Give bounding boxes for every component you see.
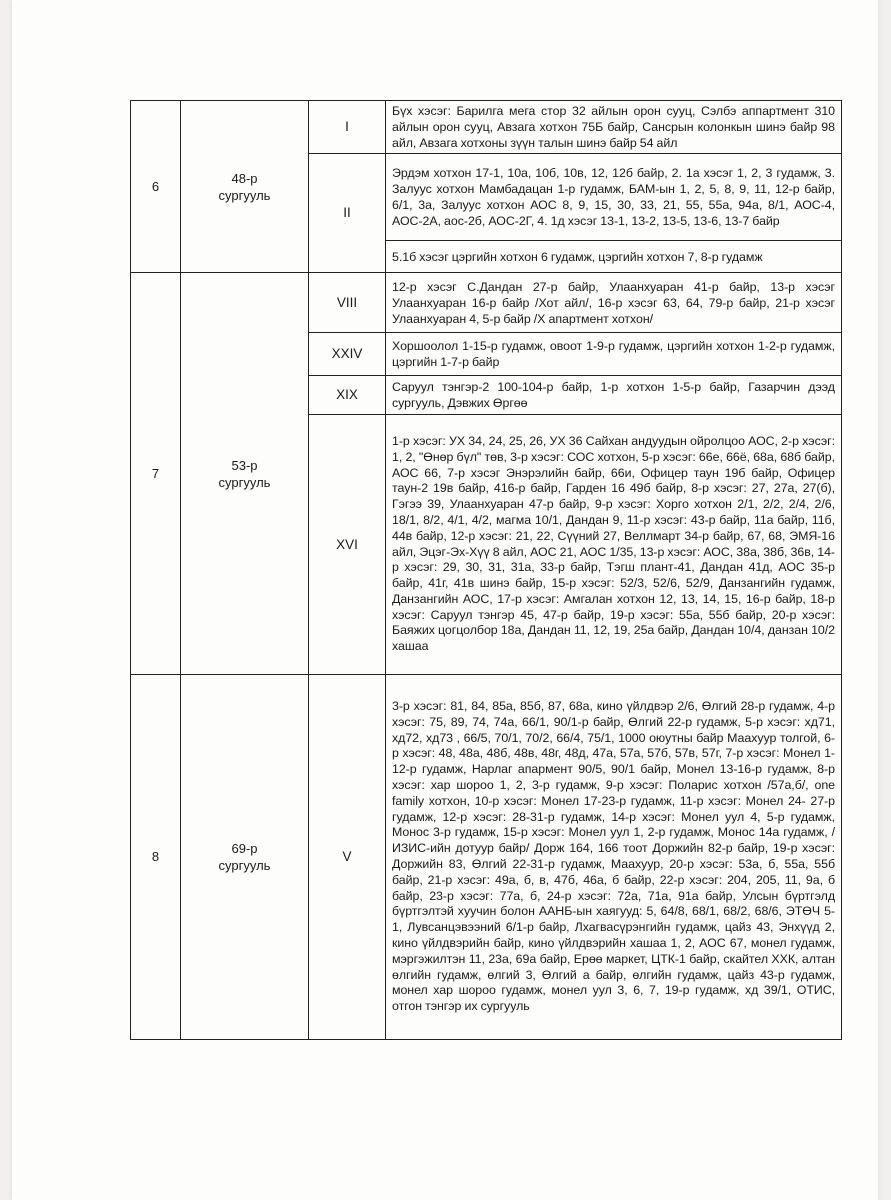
document-page [12, 0, 878, 1200]
section-number: XXIV [309, 333, 386, 376]
address-list: Саруул тэнгэр-2 100-104-р байр, 1-р хотхон 1-5-р байр, Газарчин дээд сургууль, Дэвжих Өргөө [386, 376, 842, 415]
address-list: 12-р хэсэг С.Дандан 27-р байр, Улаанхуаран 41-р байр, 13-р хэсэг Улаанхуаран 16-р байр /Хот айл/, 16-р хэсэг 63, 64, 79-р байр, 21-р хэсэг Улаанхуаран 4, 5-р байр /Х апартмент хотхон/ [386, 273, 842, 333]
section-number: V [309, 675, 386, 1040]
address-list: 3-р хэсэг: 81, 84, 85а, 85б, 87, 68а, кино үйлдвэр 2/6, Өлгий 28-р гудамж, 4-р хэсэг: 75, 89, 74, 74а, 66/1, 90/1-р байр, Өлгий 22-р гудамж, 5-р хэсэг: хд71, хд72, хд73 , 66/5, 70/1, 70/2, 66/4, 75/1, 1000 оюутны байр Маахуур толгой, 6-р хэсэг: 48, 48а, 48б, 48в, 48г, 48д, 47а, 57а, 57б, 57в, 57г, 7-р хэсэг: Монел 1-12-р гудамж, Нарлаг апармент 90/5, 90/1 байр, Монел 13-16-р гудамж, 8-р хэсэг: хар шороо 1, 2, 3-р гудамж, 9-р хэсэг: Поларис хотхон /57а,б/, one family хотхон, 10-р хэсэг: Монел 17-23-р гудамж, 11-р хэсэг: Монел 24- 27-р гудамж, 12-р хэсэг: 28-31-р гудамж, 14-р хэсэг: Монел уул 4, 5-р гудамж, Монос 3-р гудамж, 15-р хэсэг: Монел уул 1, 2-р гудамж, Монос 14а гудамж, /ИЗИС-ийн дотуур байр/ Дорж 164, 166 тоот Доржийн 82-р байр, 19-р хэсэг: Доржийн 83, Өлгий 22-31-р гудамж, Маахуур, 20-р хэсэг: 53а, б, 55а, 55б байр, 21-р хэсэг: 49а, б, в, 47б, 46а, б байр, 22-р хэсэг: 204, 205, 11, 9а, б байр, 23-р хэсэг: 77а, б, 24-р хэсэг: 72а, 71а, 91а байр, Улсын бүртгэлд бүртгэлтэй хуучин болон ААНБ-ын хаягууд: 5, 64/8, 68/1, 68/2, 68/6, ЭТӨЧ 5-1, Лувсанцэвээний 6/1-р байр, Лхагвасүрэнгийн гудамж, цайз 43, Энхүүд 2, кино үйлдвэрийн байр, кино үйлдвэрийн хашаа 1, 2, АОС 67, монел гудамж, мэргэжилтэн 11, 23а, 69а байр, Ерөө маркет, ЦТК-1 байр, скайтел ХХК, алтан өлгийн гудамж, өлгий 3, Өлгий а байр, өлгийн гудамж, цайз 43-р гудамж, монел хар шороо гудамж, монел уул 3, 6, 7, 19-р гудамж, хд 39/1, ОТИС, отгон тэнгэр их сургууль [386, 675, 842, 1040]
table-row [131, 273, 842, 333]
address-list: 1-р хэсэг: УХ 34, 24, 25, 26, УХ 36 Сайхан андуудын ойролцоо АОС, 2-р хэсэг: 1, 2, "Өнөр бүл" төв, 3-р хэсэг: СОС хотхон, 5-р хэсэг: 66е, 66ё, 68а, 68б байр, АОС 66, 7-р хэсэг Энэрэлийн байр, 66и, Офицер таун 19б байр, Офицер таун-2 19в байр, 416-р байр, Гарден 16 49б байр, 8-р хэсэг: 27, 27а, 27(б), Гэгээ 39, Улаанхуаран 47-р байр, 9-р хэсэг: Хорго хотхон 2/1, 2/2, 2/4, 2/6, 18/1, 8/2, 4/1, 4/2, магма 10/1, Дандан 9, 11-р хэсэг: 43-р байр, 11а байр, 11б, 44в байр, 12-р хэсэг: 21, 22, Сүүний 27, Веллмарт 34-р байр, 67, 68, ЭМЯ-16 айл, Эцэг-Эх-Хүү 8 айл, АОС 21, АОС 1/35, 13-р хэсэг: АОС, 38а, 38б, 36в, 14-р хэсэг: 29, 30, 31, 31а, 33-р байр, Тэгш плант-41, Дандан 41д, АОС 35-р байр, 41г, 41в шинэ байр, 15-р хэсэг: 52/3, 52/6, 52/9, Данзангийн гудамж, Данзангийн АОС, 17-р хэсэг: Амгалан хотхон 12, 13, 14, 15, 16-р байр, 18-р хэсэг: Саруул тэнгэр 45, 47-р байр, 19-р хэсэг: 55а, 55б байр, 20-р хэсэг: Баяжих цогцолбор 18а, Дандан 11, 12, 19, 25а байр, Дандан 10/4, данзан 10/2 хашаа [386, 415, 842, 675]
address-list: Бүх хэсэг: Барилга мега стор 32 айлын орон сууц, Сэлбэ аппартмент 310 айлын орон сууц, Авзага хотхон 75Б байр, Сансрын колонкын шинэ байр 98 айл, Авзага хотхоны зүүн талын шинэ байр 54 айл [386, 101, 842, 154]
section-number: XVI [309, 415, 386, 675]
section-number: II [309, 154, 386, 273]
address-list-extra: 5.1б хэсэг цэргийн хотхон 6 гудамж, цэргийн хотхон 7, 8-р гудамж [386, 241, 842, 273]
school-name-line: 48-р [231, 170, 258, 186]
address-list: Хоршоолол 1-15-р гудамж, овоот 1-9-р гудамж, цэргийн хотхон 1-2-р гудамж, цэргийн 1-7-р байр [386, 333, 842, 376]
address-list: Эрдэм хотхон 17-1, 10а, 10б, 10в, 12, 12б байр, 2. 1а хэсэг 1, 2, 3 гудамж, 3. Залуус хотхон Мамбадацан 1-р гудамж, БАМ-ын 1, 2, 5, 8, 9, 11, 12-р байр, 6/1, 3а, Залуус хотхон АОС 8, 9, 15, 30, 33, 21, 55, 55а, 94а, 8/1, АОС-4, АОС-2А, аос-2б, АОС-2Г, 4. 1д хэсэг 13-1, 13-2, 13-5, 13-6, 13-7 байр [386, 154, 842, 241]
row-number: 8 [131, 675, 181, 1040]
school-district-table [130, 100, 842, 1040]
school-name-line: сургууль [218, 858, 271, 873]
school-name [181, 273, 309, 675]
school-name-line: 53-р [231, 457, 258, 473]
section-number: XIX [309, 376, 386, 415]
school-name-line: сургууль [218, 474, 271, 490]
school-name [181, 675, 309, 1040]
row-number: 6 [131, 101, 181, 273]
table-row [131, 101, 842, 154]
section-number: VIII [309, 273, 386, 333]
school-name-line: 69-р [231, 841, 258, 856]
school-name [181, 101, 309, 273]
school-name-line: сургууль [218, 187, 271, 203]
table-row [131, 675, 842, 1040]
row-number: 7 [131, 273, 181, 675]
section-number: I [309, 101, 386, 154]
